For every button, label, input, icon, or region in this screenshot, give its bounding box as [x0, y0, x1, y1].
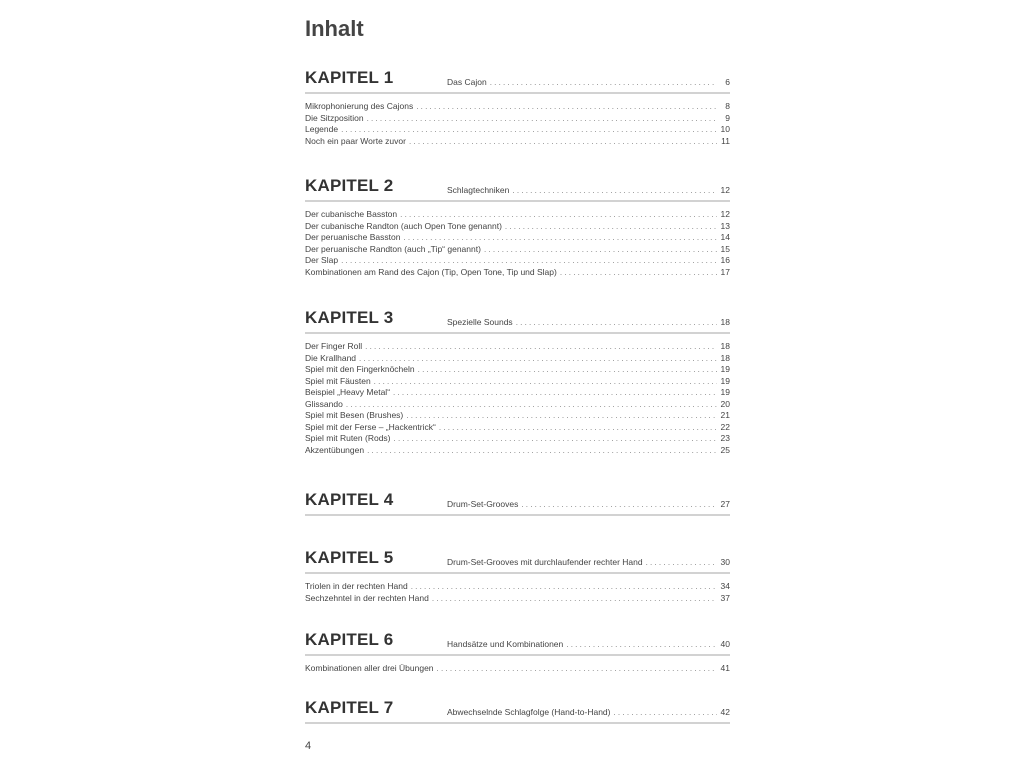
leader-dots [400, 209, 717, 221]
entry-text: Sechzehntel in der rechten Hand [305, 592, 429, 603]
entry-text: Legende [305, 124, 339, 134]
toc-entry[interactable] [305, 124, 730, 136]
entry-list [305, 581, 730, 604]
chapter-label: KAPITEL 4 [305, 490, 394, 509]
leader-dots [560, 267, 717, 279]
entry-page: 19 [720, 375, 730, 386]
chapter-title-row[interactable] [447, 557, 730, 567]
entry-text: Der Slap [305, 255, 339, 265]
toc-entry[interactable] [305, 445, 730, 457]
toc-entry[interactable] [305, 113, 730, 125]
chapter-page: 12 [720, 185, 730, 195]
leader-dots [341, 255, 717, 267]
leader-dots [403, 232, 717, 244]
chapter-label: KAPITEL 7 [305, 698, 394, 717]
leader-dots [566, 640, 717, 649]
entry-page: 19 [720, 387, 730, 397]
chapter-label: KAPITEL 3 [305, 308, 394, 327]
leader-dots [432, 593, 717, 605]
leader-dots [365, 341, 717, 353]
page-title: Inhalt [305, 16, 364, 41]
chapter-header [305, 302, 730, 332]
entry-page: 9 [725, 112, 730, 123]
chapter-rule [305, 92, 730, 94]
entry-list [305, 663, 730, 675]
leader-dots [521, 500, 717, 509]
entry-list [305, 209, 730, 278]
entry-text: Spiel mit Fäusten [305, 375, 371, 386]
chapter-title-row[interactable] [447, 77, 730, 87]
chapter-title: Schlagtechniken [447, 185, 510, 195]
entry-text: Der peruanische Basston [305, 232, 401, 242]
toc-entry[interactable] [305, 433, 730, 445]
entry-text: Beispiel „Heavy Metal“ [305, 387, 391, 397]
chapter-rule [305, 200, 730, 202]
chapter-1 [305, 62, 730, 147]
entry-page: 19 [720, 364, 730, 374]
toc-entry[interactable] [305, 136, 730, 148]
toc-entry[interactable] [305, 232, 730, 244]
leader-dots [484, 244, 717, 256]
entry-page: 14 [720, 232, 730, 242]
entry-text: Spiel mit Ruten (Rods) [305, 433, 391, 443]
leader-dots [346, 399, 717, 411]
toc-entry[interactable] [305, 353, 730, 365]
entry-text: Spiel mit Besen (Brushes) [305, 410, 404, 420]
chapter-title: Handsätze und Kombinationen [447, 639, 564, 649]
leader-dots [505, 221, 717, 233]
entry-page: 8 [725, 101, 730, 111]
chapter-page: 27 [720, 499, 730, 509]
entry-page: 16 [720, 255, 730, 265]
entry-text: Der cubanische Basston [305, 209, 398, 219]
leader-dots [516, 318, 717, 327]
entry-text: Die Sitzposition [305, 112, 364, 123]
entry-text: Triolen in der rechten Hand [305, 581, 408, 591]
leader-dots [439, 422, 717, 434]
entry-page: 37 [720, 592, 730, 603]
entry-list [305, 101, 730, 147]
entry-page: 17 [720, 266, 730, 277]
leader-dots [490, 78, 717, 87]
chapter-3 [305, 302, 730, 456]
entry-page: 12 [720, 209, 730, 219]
chapter-rule [305, 332, 730, 334]
chapter-title-row[interactable] [447, 499, 730, 509]
leader-dots [406, 410, 717, 422]
leader-dots [418, 364, 717, 376]
chapter-title: Abwechselnde Schlagfolge (Hand-to-Hand) [447, 707, 611, 717]
leader-dots [416, 101, 717, 113]
chapter-7 [305, 692, 730, 731]
entry-text: Der cubanische Randton (auch Open Tone genannt) [305, 220, 502, 231]
entry-page: 41 [720, 663, 730, 673]
toc-entry[interactable] [305, 581, 730, 593]
entry-page: 21 [720, 410, 730, 420]
chapter-header [305, 484, 730, 514]
toc-entry[interactable] [305, 364, 730, 376]
leader-dots [393, 387, 717, 399]
toc-entry[interactable] [305, 244, 730, 256]
chapter-header [305, 62, 730, 92]
chapter-title-row[interactable] [447, 707, 730, 717]
toc-entry[interactable] [305, 593, 730, 605]
entry-page: 25 [720, 444, 730, 455]
chapter-page: 30 [720, 557, 730, 567]
chapter-rule [305, 514, 730, 516]
entry-text: Der Finger Roll [305, 341, 363, 351]
chapter-title-row[interactable] [447, 317, 730, 327]
entry-page: 11 [721, 135, 730, 146]
leader-dots [409, 136, 717, 148]
entry-text: Mikrophonierung des Cajons [305, 101, 414, 111]
chapter-title-row[interactable] [447, 639, 730, 649]
leader-dots [394, 433, 717, 445]
leader-dots [512, 186, 717, 195]
entry-text: Spiel mit den Fingerknöcheln [305, 364, 415, 374]
chapter-header [305, 170, 730, 200]
chapter-label: KAPITEL 6 [305, 630, 394, 649]
toc-page [305, 0, 730, 768]
toc-entry[interactable] [305, 387, 730, 399]
entry-text: Akzentübungen [305, 444, 365, 455]
toc-entry[interactable] [305, 422, 730, 434]
entry-text: Der peruanische Randton (auch „Tip“ genannt) [305, 243, 481, 254]
toc-entry[interactable] [305, 663, 730, 675]
toc-entry[interactable] [305, 399, 730, 411]
chapter-title: Drum-Set-Grooves mit durchlaufender rechter Hand [447, 557, 643, 567]
toc-entry[interactable] [305, 255, 730, 267]
leader-dots [646, 558, 717, 567]
toc-entry[interactable] [305, 376, 730, 388]
toc-entry[interactable] [305, 209, 730, 221]
chapter-5 [305, 542, 730, 604]
chapter-label: KAPITEL 5 [305, 548, 394, 567]
chapter-rule [305, 722, 730, 724]
entry-page: 22 [720, 421, 730, 432]
chapter-rule [305, 572, 730, 574]
chapter-title: Das Cajon [447, 77, 487, 87]
page-number: 4 [305, 740, 312, 752]
leader-dots [367, 113, 717, 125]
leader-dots [437, 663, 717, 675]
entry-page: 18 [720, 352, 730, 363]
entry-list [305, 341, 730, 456]
leader-dots [341, 124, 717, 136]
leader-dots [359, 353, 717, 365]
chapter-header [305, 692, 730, 722]
entry-text: Kombinationen am Rand des Cajon (Tip, Open Tone, Tip und Slap) [305, 266, 557, 277]
toc-entry[interactable] [305, 341, 730, 353]
chapter-label: KAPITEL 1 [305, 68, 394, 87]
chapter-label: KAPITEL 2 [305, 176, 394, 195]
entry-text: Kombinationen aller drei Übungen [305, 663, 434, 673]
chapter-page: 42 [720, 707, 730, 717]
entry-page: 15 [720, 243, 730, 254]
entry-page: 20 [720, 398, 730, 409]
entry-page: 10 [720, 124, 730, 134]
toc-entry[interactable] [305, 101, 730, 113]
toc-entry[interactable] [305, 221, 730, 233]
entry-text: Spiel mit der Ferse – „Hackentrick“ [305, 421, 436, 432]
entry-page: 34 [720, 581, 730, 591]
leader-dots [411, 581, 717, 593]
chapter-6 [305, 624, 730, 675]
leader-dots [613, 708, 717, 717]
entry-page: 18 [720, 341, 730, 351]
chapter-2 [305, 170, 730, 278]
leader-dots [374, 376, 717, 388]
chapter-page: 6 [725, 77, 730, 87]
entry-text: Noch ein paar Worte zuvor [305, 135, 406, 146]
leader-dots [367, 445, 717, 457]
entry-page: 23 [720, 433, 730, 443]
chapter-rule [305, 654, 730, 656]
chapter-page: 18 [720, 317, 730, 327]
chapter-title-row[interactable] [447, 185, 730, 195]
toc-entry[interactable] [305, 267, 730, 279]
chapter-title: Drum-Set-Grooves [447, 499, 519, 509]
entry-text: Glissando [305, 398, 343, 409]
chapter-header [305, 542, 730, 572]
chapter-page: 40 [720, 639, 730, 649]
entry-page: 13 [720, 220, 730, 231]
entry-text: Die Krallhand [305, 352, 357, 363]
chapter-4 [305, 484, 730, 523]
toc-entry[interactable] [305, 410, 730, 422]
chapter-header [305, 624, 730, 654]
chapter-title: Spezielle Sounds [447, 317, 513, 327]
